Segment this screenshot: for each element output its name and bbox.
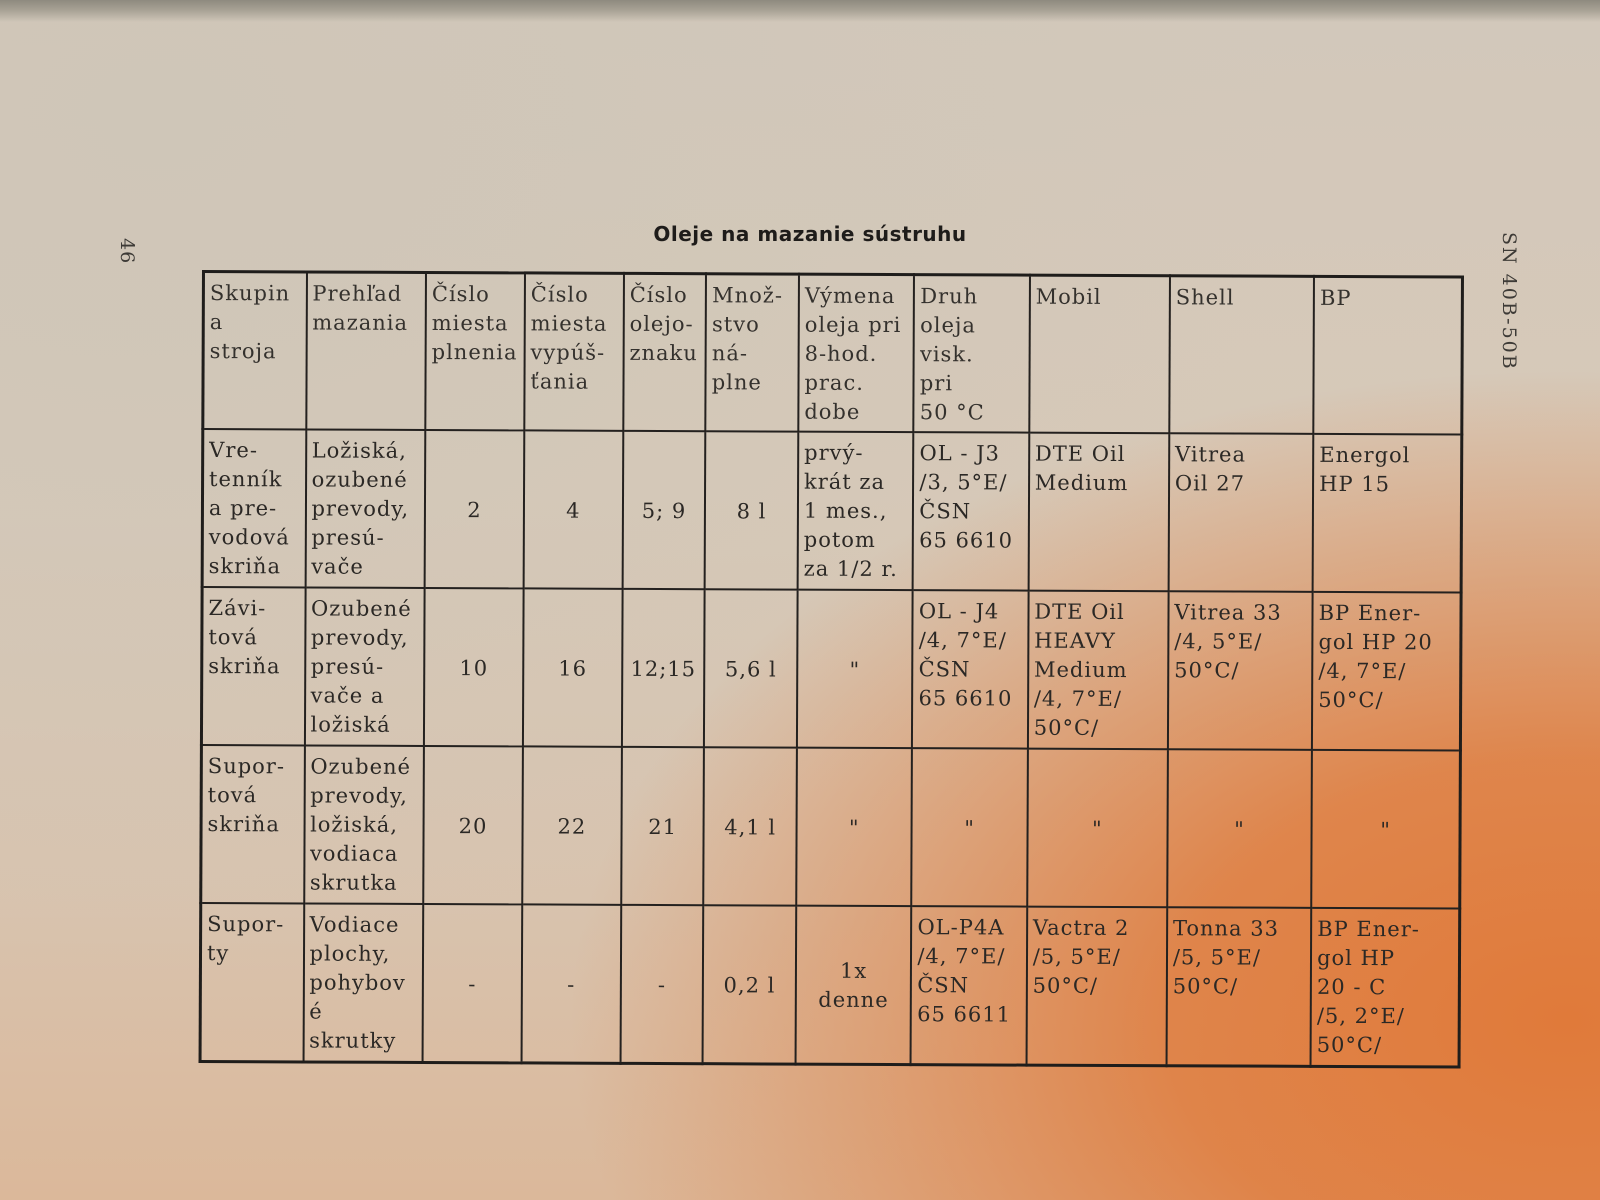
cell-text-line: 8 l — [736, 498, 767, 523]
page-number: 46 — [116, 238, 138, 265]
cell-text-line: BP Ener- — [1317, 916, 1420, 942]
cell-mnozstvo — [703, 747, 796, 905]
cell-text-line: Energol — [1319, 442, 1411, 468]
cell-text-line: " — [964, 815, 976, 840]
cell-text-line: Vodiace — [309, 912, 400, 937]
cell-text-line: ložiská, — [310, 812, 398, 837]
cell-text-line: plnenia — [431, 340, 518, 365]
header-druh-oleja — [914, 275, 1030, 433]
cell-text-line: skrutky — [309, 1028, 397, 1053]
cell-text-line: prac. — [804, 370, 864, 395]
cell-text-line: znaku — [629, 340, 698, 366]
cell-text-line: Číslo — [629, 282, 688, 308]
cell-text-line: miesta — [431, 311, 509, 336]
cell-text-line: ozubené — [311, 467, 408, 492]
cell-text-line: 5; 9 — [641, 498, 687, 523]
cell-text-line: vodová — [208, 525, 290, 550]
cell-miesto-plnenia — [423, 904, 523, 1063]
cell-text-line: Ložiská, — [311, 438, 407, 463]
table-row — [201, 745, 1461, 908]
cell-vymena — [798, 432, 914, 591]
cell-text-line: 50°C/ — [1033, 715, 1100, 740]
cell-bp — [1311, 750, 1460, 909]
cell-text-line: pri — [919, 371, 954, 396]
cell-text-line: /4, 7°E/ — [918, 628, 1007, 653]
cell-text-line: Medium — [1033, 657, 1128, 683]
table-row — [200, 903, 1460, 1067]
cell-text-line: 21 — [648, 814, 678, 839]
cell-text-line: Vitrea — [1175, 442, 1247, 467]
cell-text-line: /4, 7°E/ — [917, 944, 1006, 969]
cell-text-line: 1x denne — [818, 958, 889, 1013]
cell-skupina — [201, 587, 305, 745]
cell-text-line: skriňa — [208, 554, 282, 579]
cell-text-line: prevody, — [310, 783, 408, 808]
cell-text-line: ty — [206, 941, 230, 966]
cell-text-line: 8-hod. — [804, 341, 878, 366]
cell-druh-oleja — [911, 906, 1027, 1065]
cell-mnozstvo — [703, 905, 796, 1064]
cell-text-line: 20 - C — [1316, 974, 1387, 1000]
cell-text-line: ČSN — [919, 499, 972, 524]
cell-text-line: ČSN — [917, 973, 970, 998]
lubrication-table-wrapper — [199, 270, 1464, 1068]
cell-olejoznak — [620, 905, 703, 1064]
cell-text-line: mazania — [312, 310, 409, 335]
cell-text-line: /4, 7°E/ — [1318, 658, 1407, 684]
cell-text-line: BP Ener- — [1318, 600, 1422, 626]
cell-bp — [1312, 592, 1461, 751]
cell-vymena — [796, 748, 912, 907]
cell-text-line: 50 °C — [919, 400, 985, 425]
cell-text-line: skriňa — [207, 812, 280, 837]
cell-text-line: /5, 2°E/ — [1316, 1003, 1405, 1029]
cell-miesto-plnenia — [425, 430, 525, 588]
cell-text-line: 20 — [458, 813, 488, 838]
cell-text-line: gol HP — [1317, 945, 1396, 971]
cell-bp — [1311, 908, 1460, 1067]
cell-text-line: Vre- — [209, 438, 259, 463]
table-row — [202, 429, 1462, 592]
cell-text-line: 4,1 l — [724, 814, 777, 840]
cell-text-line: 12;15 — [630, 656, 697, 681]
lubrication-table — [199, 270, 1464, 1068]
cell-text-line: skriňa — [208, 654, 281, 679]
table-header-row — [203, 272, 1463, 435]
cell-text-line: Oil 27 — [1174, 471, 1246, 496]
cell-text-line: Supor- — [207, 912, 285, 937]
cell-mobil — [1026, 907, 1167, 1066]
cell-text-line: oleja — [920, 313, 977, 338]
cell-text-line: - — [567, 972, 576, 997]
cell-mnozstvo — [704, 589, 797, 747]
table-row — [201, 587, 1461, 750]
cell-text-line: ČSN — [918, 657, 971, 682]
cell-text-line: Výmena — [804, 283, 896, 309]
cell-text-line: BP — [1319, 285, 1352, 311]
cell-text-line: visk. — [919, 342, 974, 367]
cell-druh-oleja — [913, 432, 1029, 591]
cell-text-line: gol HP 20 — [1318, 629, 1433, 655]
cell-text-line: " — [849, 657, 861, 682]
cell-mnozstvo — [705, 431, 798, 589]
cell-text-line: OL - J3 — [919, 441, 1001, 466]
cell-text-line: - — [468, 971, 477, 996]
cell-vymena — [796, 906, 912, 1065]
cell-text-line: /4, 5°E/ — [1174, 629, 1263, 654]
cell-text-line: 2 — [467, 497, 482, 522]
cell-text-line: 22 — [557, 814, 587, 839]
cell-druh-oleja — [912, 590, 1028, 749]
cell-shell — [1168, 591, 1313, 750]
cell-text-line: dobe — [804, 399, 861, 424]
cell-text-line: ložiská — [310, 712, 391, 737]
header-cislo-olejoznaku — [623, 273, 706, 431]
cell-text-line: prevody, — [310, 625, 409, 650]
cell-text-line: 50°C/ — [1316, 1032, 1383, 1058]
cell-miesto-vypustania — [522, 746, 622, 904]
cell-mobil — [1027, 749, 1168, 908]
cell-text-line: vače a — [310, 683, 385, 708]
cell-text-line: Medium — [1034, 470, 1129, 496]
header-skupina-stroja — [203, 272, 307, 430]
header-cislo-miesta-vypustania — [524, 273, 624, 431]
cell-text-line: za 1/2 r. — [803, 556, 898, 582]
header-bp — [1313, 276, 1462, 434]
cell-text-line: 50°C/ — [1174, 658, 1240, 683]
cell-text-line: " — [1234, 817, 1245, 842]
cell-miesto-vypustania — [523, 588, 623, 746]
document-code: SN 40B-50B — [1498, 232, 1520, 371]
cell-text-line: Množ- — [712, 283, 784, 308]
cell-vymena — [797, 590, 913, 749]
cell-shell — [1167, 749, 1312, 908]
cell-miesto-vypustania — [521, 904, 621, 1063]
cell-skupina — [201, 745, 305, 903]
cell-text-line: vypúš- — [530, 340, 606, 365]
cell-text-line: OL-P4A — [917, 915, 1005, 940]
cell-text-line: DTE Oil — [1034, 599, 1125, 625]
page-title: Oleje na mazanie sústruhu — [653, 222, 967, 246]
cell-text-line: /5, 5°E/ — [1032, 944, 1121, 970]
header-mobil — [1029, 275, 1170, 433]
cell-text-line: - — [657, 972, 667, 997]
cell-text-line: Vactra 2 — [1032, 915, 1130, 941]
cell-text-line: Druh — [920, 284, 979, 309]
cell-text-line: Tonna 33 — [1172, 916, 1280, 941]
cell-text-line: pohybové — [309, 970, 406, 1024]
cell-skupina — [200, 903, 304, 1062]
cell-text-line: plne — [711, 370, 762, 395]
cell-mobil — [1028, 433, 1169, 592]
cell-text-line: tová — [207, 783, 258, 808]
cell-text-line: ná- — [711, 341, 749, 366]
cell-text-line: 0,2 l — [723, 972, 776, 998]
cell-text-line: potom — [803, 527, 876, 552]
cell-text-line: /5, 5°E/ — [1172, 945, 1261, 970]
cell-text-line: miesta — [530, 311, 608, 336]
cell-text-line: stroja — [209, 339, 277, 364]
cell-text-line: stvo — [711, 312, 760, 337]
header-prehlad-mazania — [306, 272, 426, 430]
cell-druh-oleja — [912, 748, 1028, 907]
cell-text-line: Mobil — [1035, 284, 1102, 309]
cell-text-line: tenník — [209, 467, 283, 492]
cell-text-line: 10 — [459, 655, 489, 680]
cell-text-line: " — [848, 815, 860, 840]
cell-text-line: Prehľad — [312, 281, 403, 306]
cell-text-line: Vitrea 33 — [1174, 600, 1282, 625]
cell-olejoznak — [622, 431, 705, 589]
cell-text-line: Shell — [1175, 285, 1235, 310]
cell-text-line: Číslo — [530, 282, 589, 307]
cell-text-line: Ozubené — [310, 754, 412, 779]
cell-shell — [1168, 433, 1313, 592]
cell-text-line: Ozubené — [310, 596, 412, 621]
cell-prehlad — [305, 429, 425, 588]
cell-miesto-plnenia — [424, 588, 524, 746]
cell-text-line: Číslo — [431, 282, 490, 307]
header-shell — [1169, 276, 1314, 434]
cell-text-line: 50°C/ — [1032, 973, 1099, 998]
cell-text-line: 65 6611 — [917, 1002, 1012, 1027]
cell-text-line: olejo- — [629, 311, 694, 337]
cell-text-line: krát za — [803, 469, 886, 494]
cell-text-line: vodiaca — [309, 841, 399, 866]
cell-text-line: plochy, — [309, 941, 391, 966]
cell-text-line: /3, 5°E/ — [919, 470, 1008, 495]
cell-text-line: DTE Oil — [1034, 441, 1126, 467]
cell-text-line: skrutka — [309, 870, 398, 895]
cell-text-line: HEAVY — [1034, 628, 1116, 653]
header-cislo-miesta-plnenia — [425, 272, 525, 430]
cell-text-line: /4, 7°E/ — [1033, 686, 1123, 712]
cell-text-line: a pre- — [208, 496, 278, 521]
cell-text-line: 1 mes., — [803, 498, 888, 523]
cell-text-line: prvý- — [804, 440, 864, 465]
cell-shell — [1166, 907, 1311, 1066]
cell-text-line: Supor- — [207, 754, 286, 779]
cell-text-line: 5,6 l — [724, 656, 777, 682]
cell-text-line: " — [1380, 817, 1391, 842]
cell-prehlad — [304, 587, 424, 746]
cell-text-line: oleja pri — [804, 312, 902, 338]
cell-text-line: presú- — [310, 654, 385, 679]
cell-text-line: ťania — [530, 369, 590, 394]
cell-text-line: 50°C/ — [1318, 687, 1384, 713]
cell-text-line: OL - J4 — [918, 599, 1000, 624]
header-vymena-oleja — [798, 274, 914, 432]
cell-miesto-vypustania — [524, 430, 624, 588]
cell-text-line: presú- — [311, 525, 385, 550]
header-mnozstvo-naplne — [706, 274, 799, 432]
cell-prehlad — [303, 903, 423, 1062]
cell-text-line: 16 — [558, 656, 588, 681]
cell-mobil — [1028, 591, 1169, 750]
cell-skupina — [202, 429, 306, 587]
cell-text-line: 65 6610 — [918, 686, 1013, 711]
cell-text-line: tová — [208, 625, 258, 650]
cell-miesto-plnenia — [423, 746, 523, 904]
cell-text-line: 65 6610 — [919, 528, 1014, 553]
cell-olejoznak — [621, 747, 704, 905]
cell-olejoznak — [622, 589, 705, 747]
cell-text-line: 50°C/ — [1172, 974, 1239, 999]
cell-text-line: 4 — [566, 498, 581, 523]
cell-bp — [1313, 434, 1462, 593]
cell-text-line: vače — [311, 554, 364, 579]
cell-text-line: Závi- — [208, 596, 267, 621]
cell-text-line: Skupina — [209, 281, 291, 335]
cell-text-line: prevody, — [311, 496, 410, 521]
cell-text-line: HP 15 — [1319, 471, 1391, 497]
book-top-edge — [0, 0, 1600, 22]
cell-text-line: " — [1091, 816, 1103, 841]
cell-prehlad — [304, 745, 424, 904]
